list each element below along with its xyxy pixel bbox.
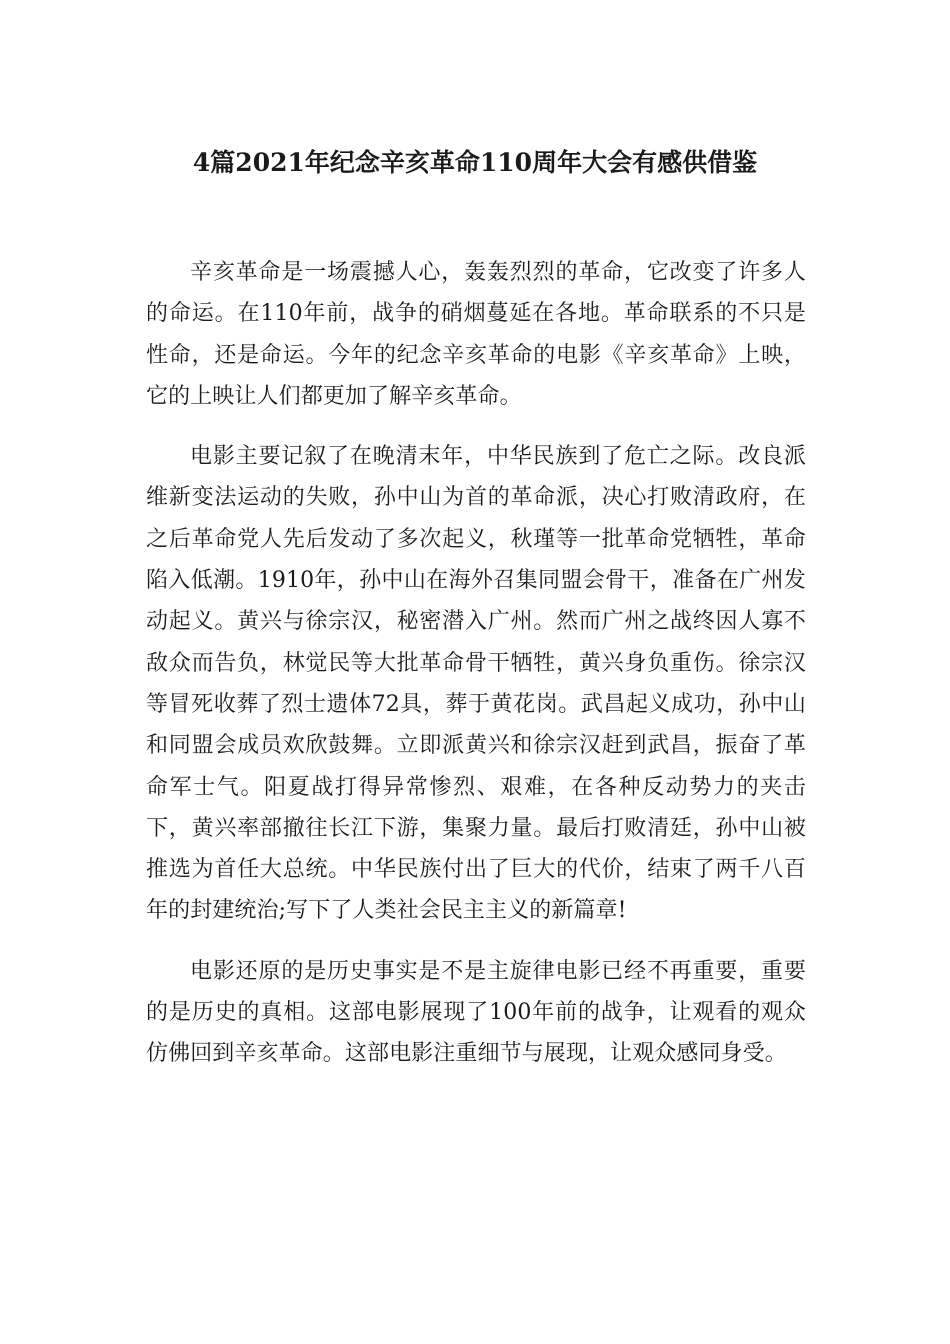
paragraph-1: 辛亥革命是一场震撼人心，轰轰烈烈的革命，它改变了许多人的命运。在110年前，战争的硝烟蔓延在各地。革命联系的不只是性命，还是命运。今年的纪念辛亥革命的电影《辛亥革命》上映，它的上映让人们都更加了解辛亥革命。 <box>146 260 806 409</box>
document-body <box>146 252 806 1094</box>
paragraph-3: 电影还原的是历史事实是不是主旋律电影已经不再重要，重要的是历史的真相。这部电影展现了100年前的战争，让观看的观众仿佛回到辛亥革命。这部电影注重细节与展现，让观众感同身受。 <box>146 958 806 1067</box>
document-title: 4篇2021年纪念辛亥革命110周年大会有感供借鉴 <box>192 148 758 177</box>
paragraph-2: 电影主要记叙了在晚清末年，中华民族到了危亡之际。改良派维新变法运动的失败，孙中山为首的革命派，决心打败清政府，在之后革命党人先后发动了多次起义，秋瑾等一批革命党牺牲，革命陷入低潮。1910年，孙中山在海外召集同盟会骨干，准备在广州发动起义。黄兴与徐宗汉，秘密潜入广州。然而广州之战终因人寡不敌众而告负，林觉民等大批革命骨干牺牲，黄兴身负重伤。徐宗汉等冒死收葬了烈士遗体72具，葬于黄花岗。武昌起义成功，孙中山和同盟会成员欢欣鼓舞。立即派黄兴和徐宗汉赶到武昌，振奋了革命军士气。阳夏战打得异常惨烈、艰难，在各种反动势力的夹击下，黄兴率部撤往长江下游，集聚力量。最后打败清廷，孙中山被推选为首任大总统。中华民族付出了巨大的代价，结束了两千八百年的封建统治;写下了人类社会民主主义的新篇章! <box>146 444 806 924</box>
